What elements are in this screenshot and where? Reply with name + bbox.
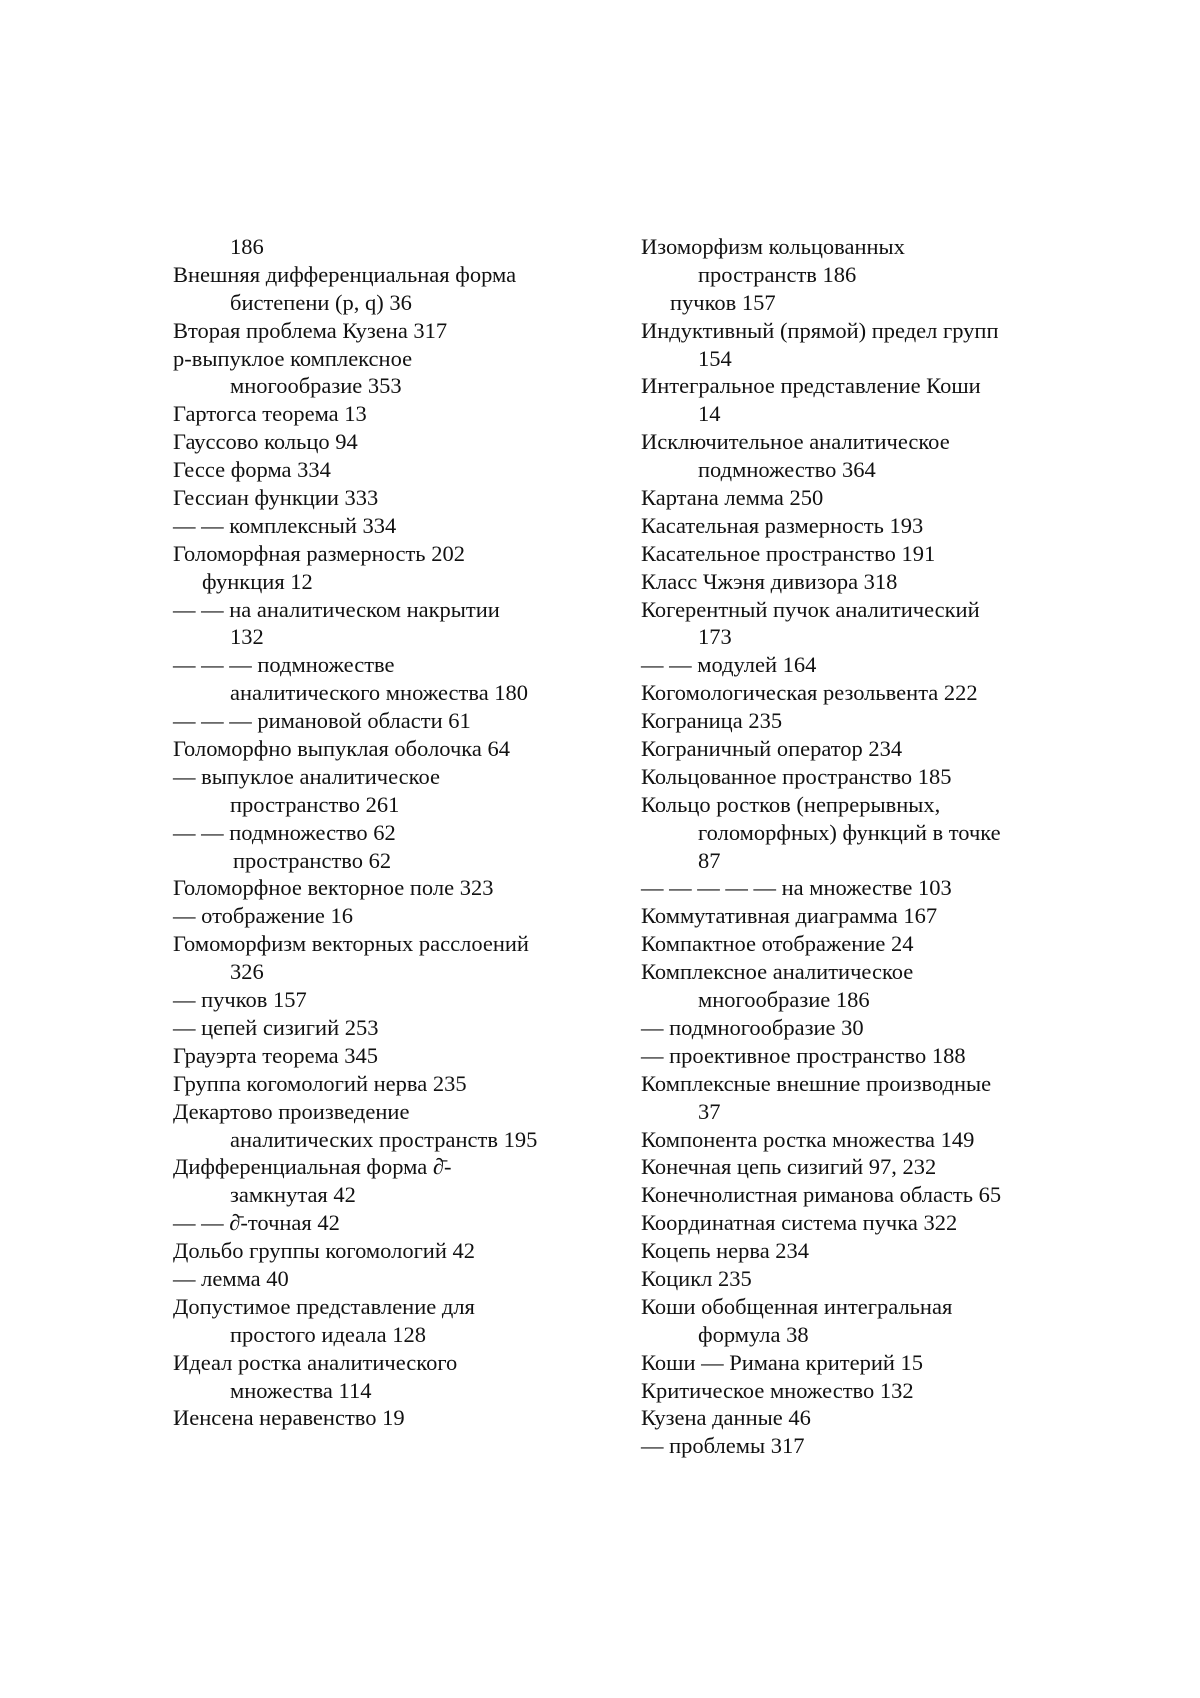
- index-entry: Комплексные внешние производные: [641, 1070, 992, 1096]
- index-column-left: [173, 233, 593, 1432]
- index-entry: Внешняя дифференциальная форма: [173, 261, 517, 287]
- index-entry: пространство 261: [230, 791, 400, 817]
- index-entry: Коцепь нерва 234: [641, 1238, 810, 1264]
- index-entry: Гомоморфизм векторных расслоений: [173, 931, 529, 957]
- index-entry: многообразие 353: [230, 373, 402, 399]
- index-entry: — отображение 16: [173, 903, 353, 929]
- index-entry: Дифференциальная форма ∂̄-: [173, 1154, 452, 1180]
- index-entry: Конечная цепь сизигий 97, 232: [641, 1154, 937, 1180]
- index-entry: голоморфных) функций в точке: [698, 819, 1001, 845]
- index-entry: 14: [698, 401, 721, 427]
- index-entry: Кограничный оператор 234: [641, 736, 903, 762]
- index-entry: Иенсена неравенство 19: [173, 1405, 405, 1431]
- index-entry: Класс Чжэня дивизора 318: [641, 568, 898, 594]
- index-entry: — проективное пространство 188: [641, 1042, 966, 1068]
- index-entry: Дольбо группы когомологий 42: [173, 1238, 476, 1264]
- index-entry: простого идеала 128: [230, 1321, 426, 1347]
- index-entry: — — на аналитическом накрытии: [173, 596, 500, 622]
- index-entry: — выпуклое аналитическое: [173, 763, 440, 789]
- index-entry: аналитического множества 180: [230, 680, 529, 706]
- index-entry: — лемма 40: [173, 1265, 289, 1291]
- index-entry: Когомологическая резольвента 222: [641, 680, 978, 706]
- index-entry: Гессе форма 334: [173, 457, 331, 483]
- index-entry: — — — — — на множестве 103: [641, 875, 952, 901]
- index-entry: Голоморфная размерность 202: [173, 540, 465, 566]
- index-entry: Голоморфное векторное поле 323: [173, 875, 494, 901]
- index-entry: p-выпуклое комплексное: [173, 345, 413, 371]
- index-entry: формула 38: [698, 1321, 809, 1347]
- index-entry: Критическое множество 132: [641, 1377, 914, 1403]
- index-entry: — подмногообразие 30: [641, 1014, 864, 1040]
- index-entry: — — подмножество 62: [173, 819, 396, 845]
- index-entry: Кузена данные 46: [641, 1405, 811, 1431]
- index-entry: Компактное отображение 24: [641, 931, 914, 957]
- index-entry: Вторая проблема Кузена 317: [173, 317, 448, 343]
- index-entry: Гартогса теорема 13: [173, 401, 367, 427]
- index-entry: 173: [698, 624, 732, 650]
- index-entry: Исключительное аналитическое: [641, 429, 950, 455]
- index-entry: Кольцо ростков (непрерывных,: [641, 791, 941, 817]
- index-entry: бистепени (p, q) 36: [230, 289, 412, 315]
- index-entry: Коммутативная диаграмма 167: [641, 903, 938, 929]
- index-entry: Допустимое представление для: [173, 1293, 475, 1319]
- index-entry: 326: [230, 959, 264, 985]
- index-entry: Коши — Римана критерий 15: [641, 1349, 924, 1375]
- index-entry: — проблемы 317: [641, 1433, 805, 1459]
- index-entry: 37: [698, 1098, 721, 1124]
- index-entry: Картана лемма 250: [641, 485, 824, 511]
- index-entry: Группа когомологий нерва 235: [173, 1070, 467, 1096]
- index-entry: множества 114: [230, 1377, 372, 1403]
- index-entry: Коцикл 235: [641, 1265, 752, 1291]
- index-entry: Кограница 235: [641, 708, 783, 734]
- index-entry: — — ∂̄-точная 42: [173, 1210, 340, 1236]
- index-entry: — — модулей 164: [641, 652, 817, 678]
- index-entry: 186: [230, 234, 264, 259]
- index-entry: Компонента ростка множества 149: [641, 1126, 975, 1152]
- index-entry: — пучков 157: [173, 987, 307, 1013]
- index-entry: Грауэрта теорема 345: [173, 1042, 379, 1068]
- index-entry: Комплексное аналитическое: [641, 959, 914, 985]
- index-entry: Координатная система пучка 322: [641, 1210, 958, 1236]
- index-column-right: [641, 233, 1071, 1460]
- index-entry: — — — подмножестве: [173, 652, 395, 678]
- index-entry: Декартово произведение: [173, 1098, 410, 1124]
- index-entry: функция 12: [202, 568, 313, 594]
- index-entry: 87: [698, 847, 721, 873]
- index-entry: Касательная размерность 193: [641, 512, 924, 538]
- index-entry: многообразие 186: [698, 987, 870, 1013]
- index-entry: 132: [230, 624, 264, 650]
- index-entry: подмножество 364: [698, 457, 876, 483]
- index-entry: пространство 62: [233, 847, 392, 873]
- index-entry: Кольцованное пространство 185: [641, 763, 952, 789]
- index-entry: Гессиан функции 333: [173, 485, 379, 511]
- index-entry: замкнутая 42: [230, 1182, 356, 1208]
- index-entry: Интегральное представление Коши: [641, 373, 981, 399]
- index-entry: — цепей сизигий 253: [173, 1014, 379, 1040]
- index-entry: аналитических пространств 195: [230, 1126, 538, 1152]
- index-entry: пространств 186: [698, 261, 857, 287]
- index-entry: Голоморфно выпуклая оболочка 64: [173, 736, 510, 762]
- index-entry: Касательное пространство 191: [641, 540, 936, 566]
- index-entry: Гауссово кольцо 94: [173, 429, 358, 455]
- index-entry: Конечнолистная риманова область 65: [641, 1182, 1002, 1208]
- index-entry: пучков 157: [670, 289, 776, 315]
- index-entry: Когерентный пучок аналитический: [641, 596, 980, 622]
- index-entry: Идеал ростка аналитического: [173, 1349, 458, 1375]
- index-entry: — — комплексный 334: [173, 512, 397, 538]
- index-entry: — — — римановой области 61: [173, 708, 471, 734]
- index-entry: Изоморфизм кольцованных: [641, 234, 905, 259]
- index-entry: Индуктивный (прямой) предел групп: [641, 317, 999, 343]
- index-entry: Коши обобщенная интегральная: [641, 1293, 953, 1319]
- index-entry: 154: [698, 345, 732, 371]
